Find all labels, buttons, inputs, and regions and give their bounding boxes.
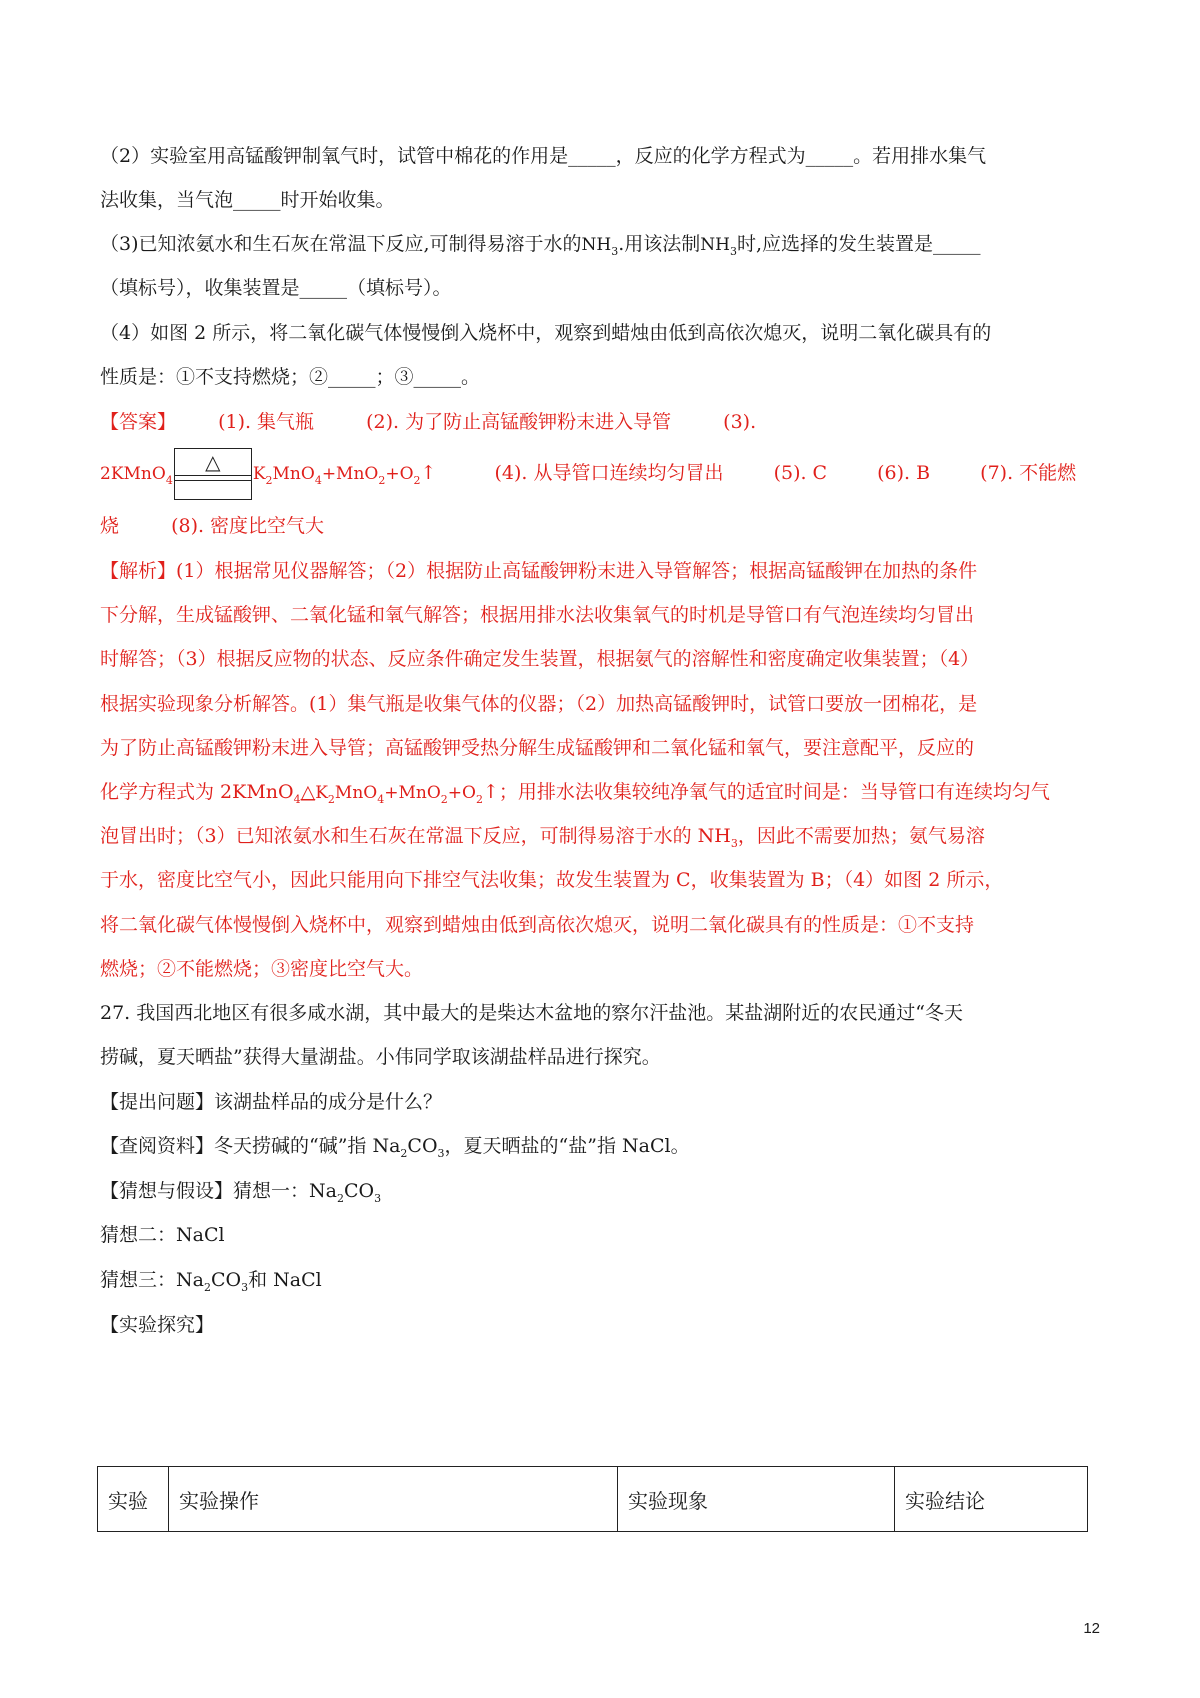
- eq-mno4: MnO: [272, 464, 315, 484]
- q3-nh3-b: NH: [700, 235, 730, 255]
- analysis-6e: +O: [447, 783, 476, 803]
- equals-bar: [175, 475, 251, 476]
- answer-6: (6). B: [877, 462, 931, 484]
- analysis-7b: ，因此不需要加热；氨气易溶: [737, 825, 985, 847]
- q3-text-c: 时,应选择的发生装置是_____: [737, 233, 981, 255]
- sub: 2: [475, 792, 483, 806]
- q4-line-2: 性质是：①不支持燃烧；②_____；③_____。: [100, 366, 481, 388]
- answer-1: (1). 集气瓶: [218, 411, 315, 433]
- sub: 2: [440, 792, 448, 806]
- analysis-text-1: (1）根据常见仪器解答；（2）根据防止高锰酸钾粉末进入导管解答；根据高锰酸钾在加热的条件: [176, 560, 978, 582]
- sub: 2: [327, 792, 335, 806]
- table-header-cell: 实验现象: [618, 1467, 895, 1532]
- analysis-6b: K: [315, 783, 328, 803]
- eq-mno2: +MnO: [321, 464, 379, 484]
- answer-7-cont: 烧: [100, 515, 120, 537]
- analysis-line-1: [100, 557, 977, 585]
- analysis-6a: 化学方程式为 2KMnO: [100, 781, 294, 803]
- eq-sub: 4: [314, 473, 322, 487]
- h3-c: 和 NaCl: [248, 1269, 322, 1291]
- q27-reference: [100, 1132, 690, 1168]
- eq-sub: 2: [378, 473, 386, 487]
- q27-ask: 【提出问题】该湖盐样品的成分是什么？: [100, 1091, 443, 1113]
- analysis-line-9: 将二氧化碳气体慢慢倒入烧杯中，观察到蜡烛由低到高依次熄灭，说明二氧化碳具有的性质是：①不支持: [100, 914, 975, 936]
- q27-hypothesis-1: [100, 1177, 381, 1213]
- eq-reactant: 2KMnO: [100, 464, 166, 484]
- eq-sub: 2: [413, 473, 421, 487]
- analysis-line-3: 时解答；（3）根据反应物的状态、反应条件确定发生装置，根据氨气的溶解性和密度确定收集装置；（4）: [100, 648, 980, 670]
- h3-b: CO: [210, 1269, 242, 1291]
- q4-line-1: （4）如图 2 所示，将二氧化碳气体慢慢倒入烧杯中，观察到蜡烛由低到高依次熄灭，说明二氧化碳具有的: [100, 322, 992, 344]
- q27-hypothesis-3: [100, 1266, 322, 1302]
- analysis-6f: ↑；用排水法收集较纯净氧气的适宜时间是：当导管口有连续均匀气: [482, 781, 1050, 803]
- eq-sub: 4: [165, 473, 173, 487]
- sub: 4: [293, 792, 301, 806]
- q2-line-1: （2）实验室用高锰酸钾制氧气时，试管中棉花的作用是_____，反应的化学方程式为_____。若用排水集气: [100, 145, 987, 167]
- q3-text-a: （3)已知浓氨水和生石灰在常温下反应,可制得易溶于水的: [100, 233, 582, 255]
- analysis-line-4: 根据实验现象分析解答。(1）集气瓶是收集气体的仪器；（2）加热高锰酸钾时，试管口要放一团棉花，是: [100, 693, 978, 715]
- h1-a: 【猜想与假设】猜想一：Na: [100, 1180, 337, 1202]
- analysis-6d: +MnO: [384, 783, 441, 803]
- experiment-table: [97, 1466, 1088, 1532]
- heat-triangle-icon: △: [300, 781, 316, 803]
- table-row: [98, 1467, 1088, 1532]
- q27-line-2: 捞碱，夏天晒盐”获得大量湖盐。小伟同学取该湖盐样品进行探究。: [100, 1046, 661, 1068]
- answer-2: (2). 为了防止高锰酸钾粉末进入导管: [366, 411, 672, 433]
- analysis-line-7: [100, 822, 985, 858]
- answer-8: (8). 密度比空气大: [171, 515, 325, 537]
- table-header-cell: 实验: [98, 1467, 169, 1532]
- sub: 3: [730, 836, 738, 850]
- sub: 2: [203, 1280, 211, 1294]
- eq-sub: 2: [265, 473, 273, 487]
- q27-explore: 【实验探究】: [100, 1314, 215, 1336]
- answer-line-1: [100, 408, 756, 436]
- q3-nh3-a: NH: [581, 235, 612, 255]
- sub: 3: [241, 1280, 249, 1294]
- q3-text-b: .用该法制: [618, 233, 701, 255]
- answer-line-2: [100, 448, 1076, 506]
- answer-7: (7). 不能燃: [980, 462, 1077, 484]
- heat-triangle-icon: △: [205, 450, 221, 474]
- q3-sub-a: 3: [611, 244, 619, 258]
- answer-4: (4). 从导管口连续均匀冒出: [494, 462, 724, 484]
- answer-3: (3).: [723, 411, 757, 433]
- eq-o2: +O: [385, 464, 414, 484]
- analysis-line-6: [100, 778, 1050, 814]
- sub: 2: [400, 1146, 408, 1160]
- q27-line-1: 27. 我国西北地区有很多咸水湖，其中最大的是柴达木盆地的察尔汗盐池。某盐湖附近的农民通过“冬天: [100, 1002, 963, 1024]
- q3-line-1: [100, 230, 981, 266]
- analysis-label: 【解析】: [100, 560, 177, 582]
- ref-a: 【查阅资料】冬天捞碱的“碱”指 Na: [100, 1135, 401, 1157]
- analysis-7a: 泡冒出时；（3）已知浓氨水和生石灰在常温下反应，可制得易溶于水的 NH: [100, 825, 731, 847]
- analysis-line-2: 下分解，生成锰酸钾、二氧化锰和氧气解答；根据用排水法收集氧气的时机是导管口有气泡连续均匀冒出: [100, 604, 975, 626]
- ref-b: CO: [407, 1135, 438, 1157]
- answer-5: (5). C: [773, 462, 828, 484]
- q2-line-2: 法收集，当气泡_____时开始收集。: [100, 189, 395, 211]
- analysis-line-8: 于水，密度比空气小，因此只能用向下排空气法收集；故发生装置为 C，收集装置为 B；（4）如图 2 所示，: [100, 869, 1004, 891]
- equals-bar: [175, 480, 251, 481]
- q27-hypothesis-2: 猜想二：NaCl: [100, 1224, 225, 1246]
- q3-sub-b: 3: [730, 244, 737, 258]
- sub: 3: [437, 1146, 445, 1160]
- answer-label: 【答案】: [100, 411, 177, 433]
- h3-a: 猜想三：Na: [100, 1269, 204, 1291]
- table-header-cell: 实验操作: [169, 1467, 618, 1532]
- eq-k: K: [252, 464, 266, 484]
- equation: [100, 450, 437, 487]
- analysis-6c: MnO: [334, 783, 378, 803]
- h1-b: CO: [343, 1180, 375, 1202]
- sub: 3: [374, 1191, 382, 1205]
- heat-condition-box: [174, 448, 252, 500]
- sub: 4: [377, 792, 385, 806]
- analysis-line-10: 燃烧；②不能燃烧；③密度比空气大。: [100, 958, 424, 980]
- analysis-line-5: 为了防止高锰酸钾粉末进入导管；高锰酸钾受热分解生成锰酸钾和二氧化锰和氧气，要注意配平，反应的: [100, 737, 975, 759]
- q3-line-2: （填标号），收集装置是_____（填标号）。: [100, 277, 452, 299]
- page-number: 12: [1083, 1620, 1100, 1637]
- answer-line-3: [100, 512, 324, 540]
- gas-arrow-icon: ↑: [420, 462, 437, 484]
- ref-c: ，夏天晒盐的“盐”指 NaCl。: [444, 1135, 690, 1157]
- table-header-cell: 实验结论: [895, 1467, 1088, 1532]
- sub: 2: [336, 1191, 344, 1205]
